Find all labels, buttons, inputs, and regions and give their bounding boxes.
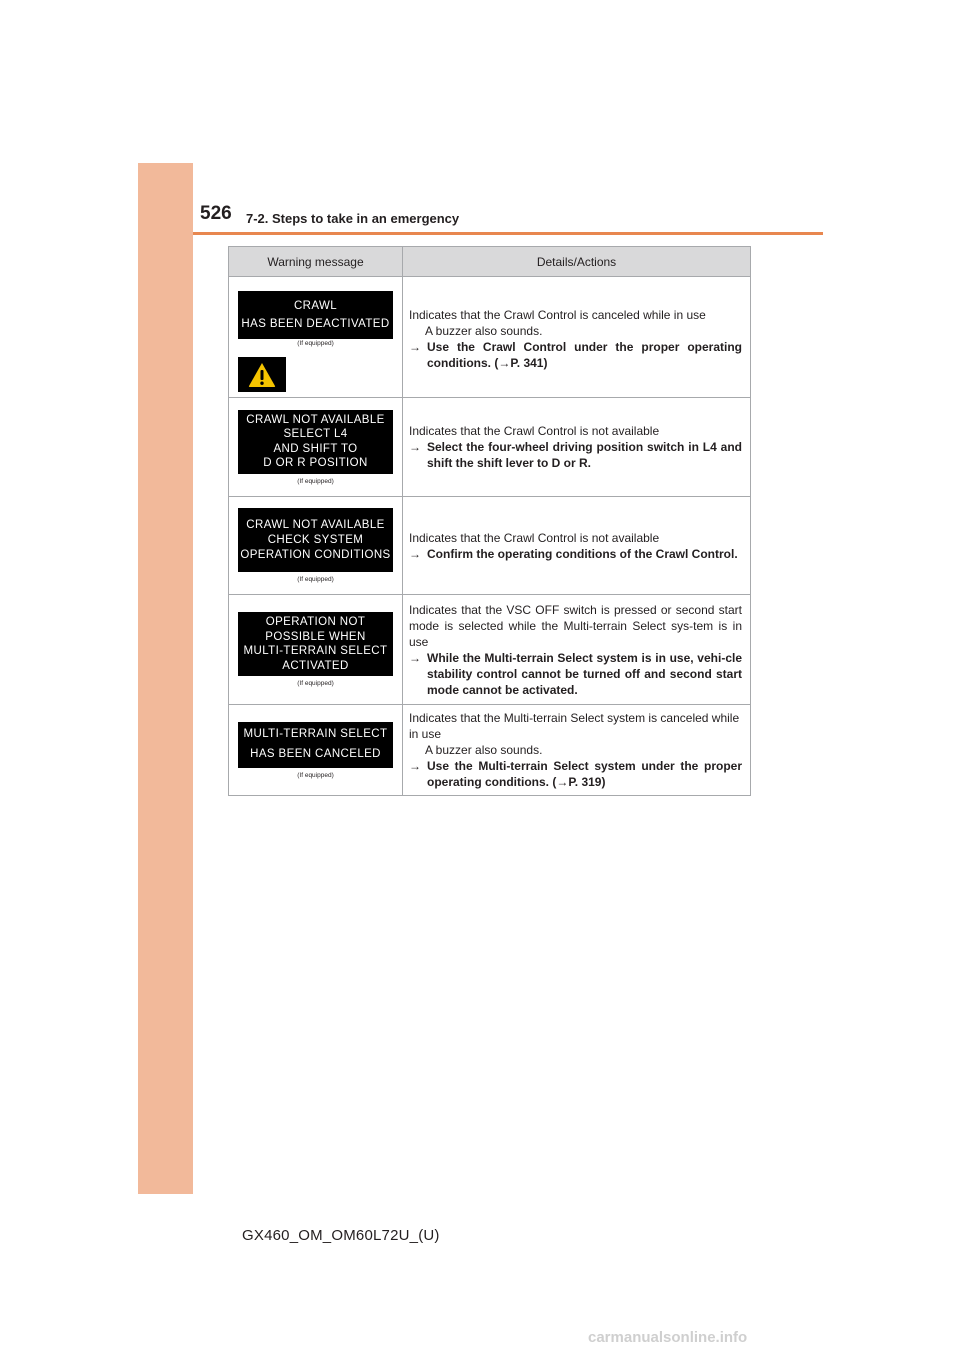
warning-message-table bbox=[228, 246, 751, 796]
crawl-not-available-select-l4-display bbox=[238, 410, 393, 474]
page-number: 526 bbox=[200, 203, 232, 224]
display-line: HAS BEEN DEACTIVATED bbox=[241, 317, 390, 330]
detail-intro: Indicates that the Crawl Control is canceled while in use bbox=[409, 308, 706, 322]
display-line: CRAWL NOT AVAILABLE bbox=[246, 413, 385, 426]
detail-intro: Indicates that the Crawl Control is not available bbox=[409, 424, 660, 438]
if-equipped-note: (If equipped) bbox=[297, 771, 334, 779]
display-line: ACTIVATED bbox=[282, 659, 349, 672]
display-line: POSSIBLE WHEN bbox=[265, 630, 366, 643]
multi-terrain-canceled-display bbox=[238, 722, 393, 768]
column-header-warning-message: Warning message bbox=[229, 247, 403, 277]
details-cell bbox=[403, 277, 751, 398]
document-code: GX460_OM_OM60L72U_(U) bbox=[242, 1227, 440, 1244]
detail-intro: Indicates that the Crawl Control is not available bbox=[409, 530, 660, 545]
if-equipped-note: (If equipped) bbox=[297, 477, 334, 485]
warning-message-cell bbox=[229, 497, 403, 595]
display-line: MULTI-TERRAIN SELECT bbox=[243, 645, 388, 657]
if-equipped-note: (If equipped) bbox=[297, 576, 334, 583]
operation-not-possible-display bbox=[238, 612, 393, 676]
if-equipped-note: (If equipped) bbox=[297, 680, 334, 687]
detail-note: A buzzer also sounds. bbox=[425, 324, 543, 338]
arrow-icon: → bbox=[409, 340, 421, 354]
if-equipped-note: (If equipped) bbox=[297, 340, 334, 347]
header-divider bbox=[193, 232, 823, 235]
details-cell bbox=[403, 595, 751, 705]
detail-action: → Confirm the operating conditions of the Crawl Control. bbox=[409, 546, 738, 561]
warning-message-cell bbox=[229, 705, 403, 796]
detail-action: → Use the Crawl Control under the proper operating conditions. (→P. 341) bbox=[409, 340, 742, 370]
arrow-icon: → bbox=[409, 546, 421, 561]
table-row bbox=[229, 398, 751, 497]
arrow-icon: → bbox=[409, 650, 421, 665]
arrow-icon: → bbox=[409, 440, 421, 454]
display-line: D OR R POSITION bbox=[263, 457, 368, 469]
warning-message-cell bbox=[229, 277, 403, 398]
display-line: CRAWL NOT AVAILABLE bbox=[246, 518, 385, 531]
section-title: 7-2. Steps to take in an emergency bbox=[246, 211, 460, 226]
display-line: SELECT L4 bbox=[283, 428, 348, 440]
arrow-icon: → bbox=[409, 759, 421, 773]
column-header-details-actions: Details/Actions bbox=[403, 247, 751, 277]
warning-message-cell bbox=[229, 595, 403, 705]
table-row bbox=[229, 497, 751, 595]
table-row bbox=[229, 277, 751, 398]
crawl-deactivated-display bbox=[238, 291, 393, 339]
warning-icon-display bbox=[238, 357, 286, 392]
watermark: carmanualsonline.info bbox=[588, 1329, 748, 1346]
table-row bbox=[229, 705, 751, 796]
display-line: CHECK SYSTEM bbox=[267, 533, 364, 546]
warning-message-cell bbox=[229, 398, 403, 497]
details-cell bbox=[403, 705, 751, 796]
table-header-row bbox=[229, 247, 751, 277]
detail-action: → While the Multi-terrain Select system is in use, vehi-cle stability control cannot be turned off and second start mode cannot be activated. bbox=[409, 650, 742, 697]
display-line: OPERATION CONDITIONS bbox=[240, 548, 391, 561]
detail-intro: Indicates that the Multi-terrain Select system is canceled while in use bbox=[409, 711, 740, 741]
side-color-band bbox=[138, 163, 193, 1194]
table-row bbox=[229, 595, 751, 705]
details-cell bbox=[403, 398, 751, 497]
detail-action: → Select the four-wheel driving position switch in L4 and shift the shift lever to D or R. bbox=[409, 440, 742, 470]
display-line: OPERATION NOT bbox=[265, 616, 366, 628]
warning-triangle-icon bbox=[248, 362, 276, 388]
crawl-not-available-check-system-display bbox=[238, 508, 393, 572]
display-line: AND SHIFT TO bbox=[273, 442, 358, 455]
detail-intro: Indicates that the VSC OFF switch is pressed or second start mode is selected while the Multi-terrain Select sys-tem is in use bbox=[409, 602, 742, 649]
display-line: CRAWL bbox=[293, 299, 338, 312]
details-cell bbox=[403, 497, 751, 595]
display-line: HAS BEEN CANCELED bbox=[250, 748, 381, 760]
display-line: MULTI-TERRAIN SELECT bbox=[243, 728, 388, 740]
detail-note: A buzzer also sounds. bbox=[425, 743, 543, 757]
detail-action: → Use the Multi-terrain Select system under the proper operating conditions. (→P. 319) bbox=[409, 759, 742, 789]
